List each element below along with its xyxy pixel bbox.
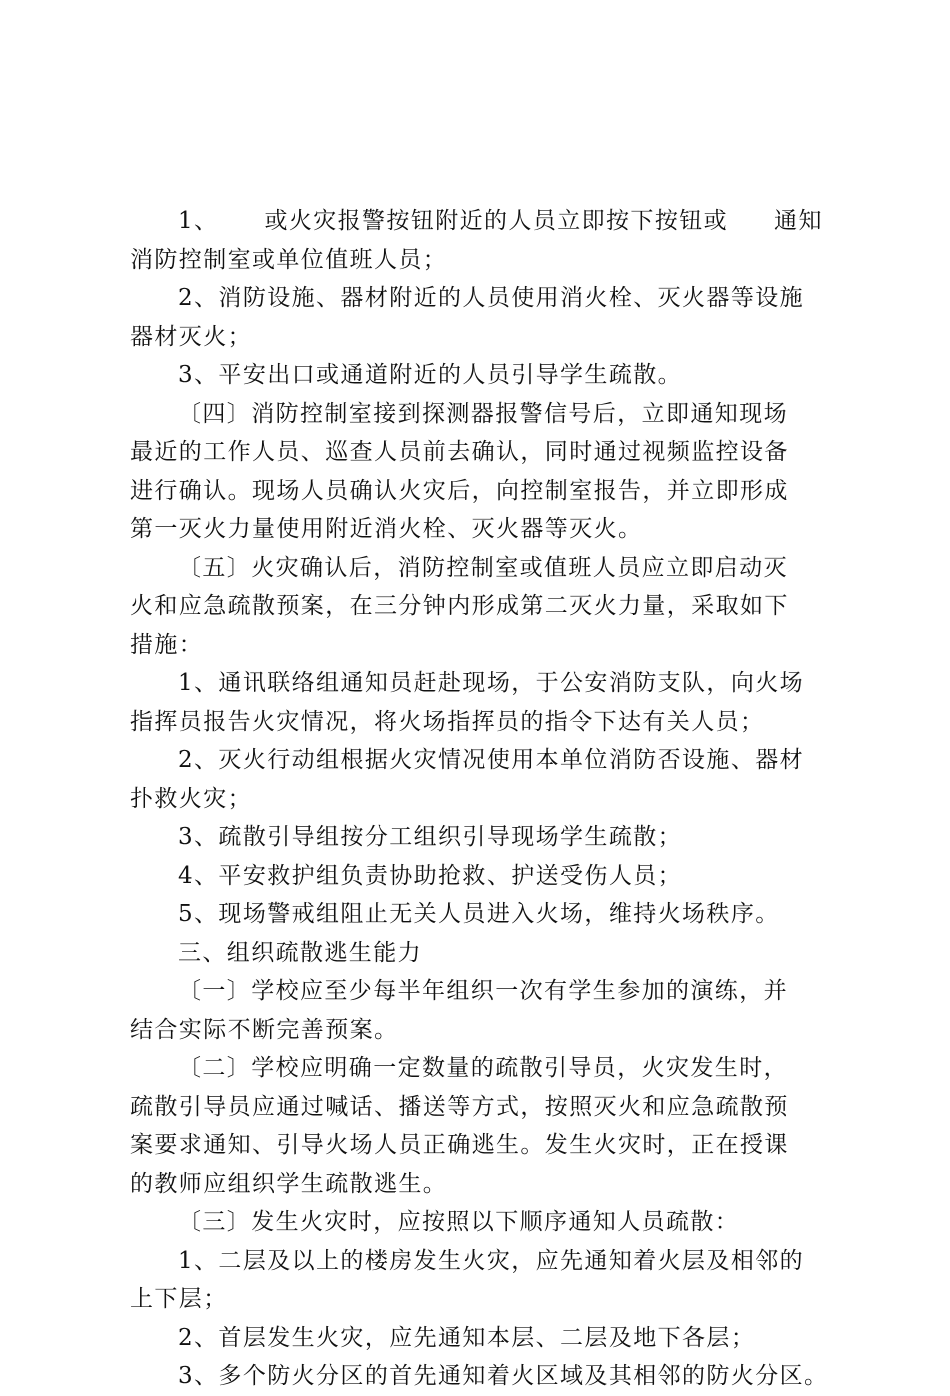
paragraph-line: 5、现场警戒组阻止无关人员进入火场，维持火场秩序。	[178, 901, 780, 927]
paragraph-line: 火和应急疏散预案，在三分钟内形成第二灭火力量，采取如下	[130, 593, 789, 619]
paragraph-line: 器材灭火；	[130, 323, 252, 350]
paragraph-line: 4、平安救护组负责协助抢救、护送受伤人员；	[178, 862, 683, 889]
paragraph-line: 措施：	[130, 631, 204, 658]
paragraph-line: 进行确认。现场人员确认火灾后，向控制室报告，并立即形成	[130, 477, 789, 504]
paragraph-line: 疏散引导员应通过喊话、播送等方式，按照灭火和应急疏散预	[130, 1093, 789, 1120]
paragraph-line: 指挥员报告火灾情况，将火场指挥员的指令下达有关人员；	[130, 708, 765, 735]
paragraph-line: 最近的工作人员、巡查人员前去确认，同时通过视频监控设备	[130, 439, 789, 465]
paragraph-line: 2、消防设施、器材附近的人员使用消火栓、灭火器等设施	[178, 285, 805, 311]
paragraph-line: 〔五〕火灾确认后，消防控制室或值班人员应立即启动灭	[178, 554, 788, 581]
paragraph-line: 上下层；	[130, 1286, 228, 1312]
paragraph-line: 结合实际不断完善预案。	[130, 1016, 399, 1043]
paragraph-line: 第一灭火力量使用附近消火栓、灭火器等灭火。	[130, 516, 643, 542]
list-number: 1、	[178, 208, 219, 234]
paragraph-line: 〔一〕学校应至少每半年组织一次有学生参加的演练，并	[178, 978, 788, 1004]
section-heading: 三、组织疏散逃生能力	[178, 939, 422, 966]
paragraph-line: 〔四〕消防控制室接到探测器报警信号后，立即通知现场	[178, 400, 788, 427]
line-text: 或火灾报警按钮附近的人员立即按下按钮或	[264, 208, 729, 234]
paragraph-line: 1、二层及以上的楼房发生火灾，应先通知着火层及相邻的	[178, 1247, 805, 1274]
paragraph-line: 扑救火灾；	[130, 785, 252, 812]
document-page	[130, 202, 835, 1396]
paragraph-line: 3、疏散引导组按分工组织引导现场学生疏散；	[178, 824, 683, 850]
paragraph-line	[130, 202, 835, 241]
line-text: 通知	[774, 208, 823, 234]
paragraph-line: 〔二〕学校应明确一定数量的疏散引导员，火灾发生时，	[178, 1055, 788, 1081]
paragraph-line: 案要求通知、引导火场人员正确逃生。发生火灾时，正在授课	[130, 1132, 789, 1158]
paragraph-line: 的教师应组织学生疏散逃生。	[130, 1170, 448, 1197]
paragraph-line: 消防控制室或单位值班人员；	[130, 246, 448, 273]
paragraph-line: 2、首层发生火灾，应先通知本层、二层及地下各层；	[178, 1324, 756, 1351]
paragraph-line: 3、多个防火分区的首先通知着火区域及其相邻的防火分区。	[178, 1363, 829, 1389]
paragraph-line: 〔三〕发生火灾时，应按照以下顺序通知人员疏散：	[178, 1209, 740, 1235]
paragraph-line: 3、平安出口或通道附近的人员引导学生疏散。	[178, 362, 683, 388]
paragraph-line: 1、通讯联络组通知员赶赴现场，于公安消防支队，向火场	[178, 670, 805, 696]
paragraph-line: 2、灭火行动组根据火灾情况使用本单位消防否设施、器材	[178, 747, 805, 773]
